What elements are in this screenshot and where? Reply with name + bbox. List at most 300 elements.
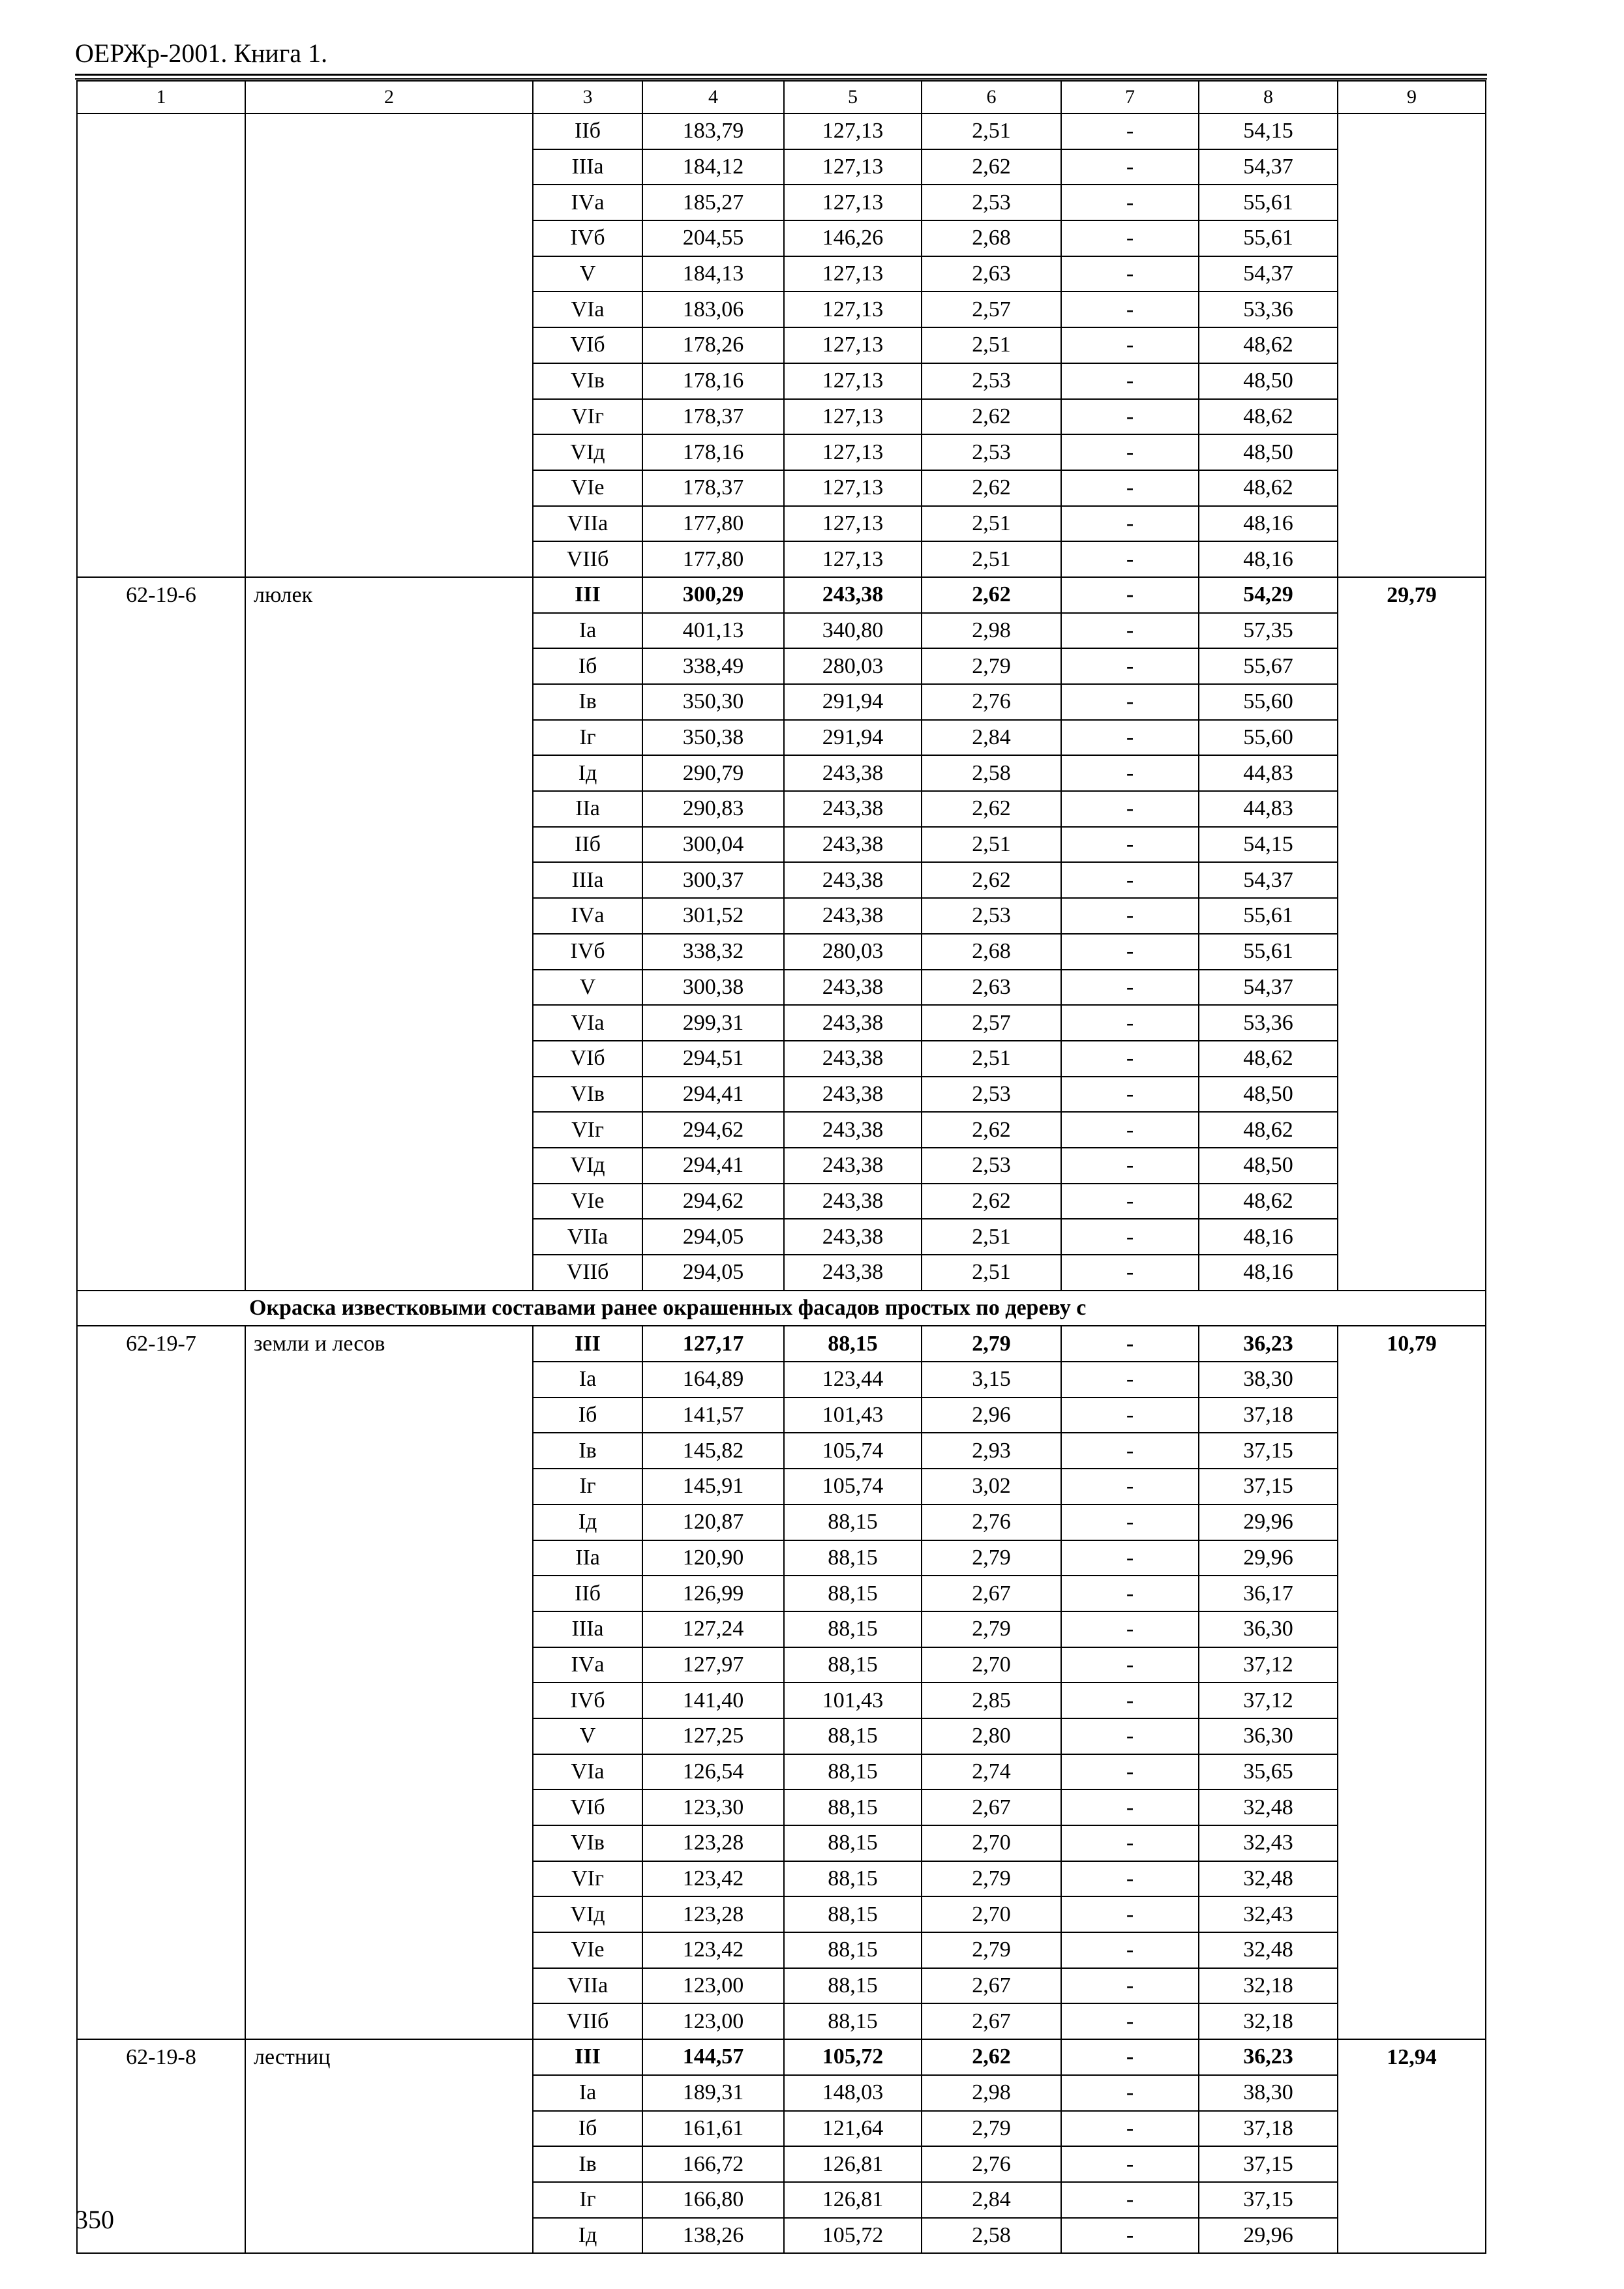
- table-row: [77, 2218, 1486, 2254]
- rate-code-cell: [77, 149, 245, 185]
- machine-costs-cell: 2,53: [922, 898, 1061, 934]
- materials-cost-cell: 48,62: [1199, 327, 1338, 363]
- direct-costs-cell: 294,41: [642, 1077, 784, 1113]
- machine-costs-cell: 2,76: [922, 2146, 1061, 2182]
- direct-costs-cell: 294,51: [642, 1041, 784, 1077]
- materials-cost-cell: 55,60: [1199, 720, 1338, 756]
- materials-cost-cell: 36,23: [1199, 2039, 1338, 2075]
- rate-code-cell: [77, 2146, 245, 2182]
- machine-costs-cell: 2,79: [922, 1861, 1061, 1897]
- table-row: [77, 1469, 1486, 1504]
- region-zone-cell: III: [533, 2039, 642, 2075]
- labor-hours-cell: [1338, 1647, 1486, 1683]
- labor-wages-cell: 127,13: [784, 113, 922, 149]
- machine-costs-cell: 2,79: [922, 1932, 1061, 1968]
- machinist-wages-cell: -: [1061, 1184, 1199, 1219]
- direct-costs-cell: 299,31: [642, 1005, 784, 1041]
- machine-costs-cell: 2,79: [922, 648, 1061, 684]
- machinist-wages-cell: -: [1061, 2075, 1199, 2111]
- materials-cost-cell: 37,12: [1199, 1647, 1338, 1683]
- region-zone-cell: IVа: [533, 1647, 642, 1683]
- labor-wages-cell: 243,38: [784, 898, 922, 934]
- region-zone-cell: VIг: [533, 1861, 642, 1897]
- rate-code-cell: [77, 1861, 245, 1897]
- rate-code-cell: [77, 1789, 245, 1825]
- materials-cost-cell: 54,15: [1199, 827, 1338, 863]
- table-row: [77, 399, 1486, 435]
- section-heading-text: Окраска известковыми составами ранее окрашенных фасадов простых по дереву с: [249, 1296, 1087, 1321]
- rate-code-cell: [77, 898, 245, 934]
- labor-wages-cell: 88,15: [784, 1789, 922, 1825]
- labor-wages-cell: 127,13: [784, 506, 922, 542]
- rate-code-cell: [77, 1611, 245, 1647]
- labor-wages-cell: 243,38: [784, 1041, 922, 1077]
- materials-cost-cell: 38,30: [1199, 1362, 1338, 1398]
- labor-hours-cell: [1338, 2111, 1486, 2147]
- rate-code-cell: [77, 541, 245, 577]
- machine-costs-cell: 2,67: [922, 2003, 1061, 2039]
- labor-hours-cell: [1338, 791, 1486, 827]
- rate-code-cell: [77, 1469, 245, 1504]
- table-row: [77, 827, 1486, 863]
- region-zone-cell: IVа: [533, 898, 642, 934]
- materials-cost-cell: 32,48: [1199, 1789, 1338, 1825]
- work-name-cell: лестниц: [245, 2039, 533, 2075]
- region-zone-cell: IIIа: [533, 862, 642, 898]
- column-number: 7: [1061, 81, 1199, 113]
- machine-costs-cell: 2,53: [922, 1148, 1061, 1184]
- rate-code-cell: [77, 1504, 245, 1540]
- work-name-cell: [245, 1968, 533, 2004]
- work-name-cell: [245, 1861, 533, 1897]
- work-name-cell: [245, 1469, 533, 1504]
- machinist-wages-cell: -: [1061, 2218, 1199, 2254]
- direct-costs-cell: 300,37: [642, 862, 784, 898]
- rate-code-cell: [77, 1005, 245, 1041]
- materials-cost-cell: 37,15: [1199, 2182, 1338, 2218]
- labor-hours-cell: [1338, 2146, 1486, 2182]
- rate-code-cell: [77, 1184, 245, 1219]
- materials-cost-cell: 32,48: [1199, 1932, 1338, 1968]
- table-row: [77, 2003, 1486, 2039]
- machinist-wages-cell: -: [1061, 684, 1199, 720]
- machinist-wages-cell: -: [1061, 1718, 1199, 1754]
- rate-group-row: [77, 1326, 1486, 1362]
- machine-costs-cell: 2,62: [922, 149, 1061, 185]
- labor-hours-cell: [1338, 1540, 1486, 1576]
- rate-code-cell: [77, 934, 245, 970]
- labor-hours-cell: [1338, 934, 1486, 970]
- labor-wages-cell: 243,38: [784, 1005, 922, 1041]
- work-name-cell: [245, 1255, 533, 1291]
- machinist-wages-cell: -: [1061, 1469, 1199, 1504]
- direct-costs-cell: 123,42: [642, 1932, 784, 1968]
- machinist-wages-cell: -: [1061, 613, 1199, 649]
- direct-costs-cell: 294,62: [642, 1112, 784, 1148]
- machinist-wages-cell: -: [1061, 149, 1199, 185]
- rate-code-cell: [77, 220, 245, 256]
- machinist-wages-cell: -: [1061, 434, 1199, 470]
- table-row: [77, 1398, 1486, 1433]
- region-zone-cell: VIIб: [533, 2003, 642, 2039]
- labor-hours-cell: [1338, 363, 1486, 399]
- table-row: [77, 1540, 1486, 1576]
- machinist-wages-cell: -: [1061, 1576, 1199, 1611]
- machine-costs-cell: 2,68: [922, 934, 1061, 970]
- rate-code-cell: [77, 1433, 245, 1469]
- machinist-wages-cell: -: [1061, 577, 1199, 613]
- labor-hours-cell: [1338, 399, 1486, 435]
- machine-costs-cell: 2,79: [922, 1611, 1061, 1647]
- labor-wages-cell: 243,38: [784, 827, 922, 863]
- region-zone-cell: VIб: [533, 1789, 642, 1825]
- work-name-cell: [245, 327, 533, 363]
- labor-hours-cell: [1338, 541, 1486, 577]
- labor-wages-cell: 101,43: [784, 1398, 922, 1433]
- table-row: [77, 2146, 1486, 2182]
- table-row: [77, 1576, 1486, 1611]
- machinist-wages-cell: -: [1061, 1255, 1199, 1291]
- column-number: 1: [77, 81, 245, 113]
- machinist-wages-cell: -: [1061, 113, 1199, 149]
- work-name-cell: [245, 185, 533, 220]
- labor-wages-cell: 88,15: [784, 1968, 922, 2004]
- materials-cost-cell: 32,18: [1199, 1968, 1338, 2004]
- materials-cost-cell: 48,62: [1199, 1041, 1338, 1077]
- work-name-cell: [245, 470, 533, 506]
- labor-wages-cell: 88,15: [784, 1647, 922, 1683]
- region-zone-cell: VIIб: [533, 541, 642, 577]
- labor-wages-cell: 88,15: [784, 1754, 922, 1790]
- machinist-wages-cell: -: [1061, 470, 1199, 506]
- labor-hours-cell: [1338, 1148, 1486, 1184]
- labor-hours-cell: [1338, 2218, 1486, 2254]
- direct-costs-cell: 177,80: [642, 506, 784, 542]
- materials-cost-cell: 37,15: [1199, 1433, 1338, 1469]
- machine-costs-cell: 2,51: [922, 1219, 1061, 1255]
- region-zone-cell: VIв: [533, 1077, 642, 1113]
- work-name-cell: [245, 684, 533, 720]
- work-name-cell: [245, 1540, 533, 1576]
- direct-costs-cell: 161,61: [642, 2111, 784, 2147]
- machinist-wages-cell: -: [1061, 1362, 1199, 1398]
- region-zone-cell: VIд: [533, 1148, 642, 1184]
- direct-costs-cell: 338,32: [642, 934, 784, 970]
- machinist-wages-cell: -: [1061, 1041, 1199, 1077]
- region-zone-cell: VIб: [533, 1041, 642, 1077]
- materials-cost-cell: 53,36: [1199, 292, 1338, 327]
- machine-costs-cell: 2,84: [922, 2182, 1061, 2218]
- machinist-wages-cell: -: [1061, 648, 1199, 684]
- machine-costs-cell: 2,58: [922, 2218, 1061, 2254]
- work-name-cell: [245, 755, 533, 791]
- work-name-cell: [245, 934, 533, 970]
- machinist-wages-cell: -: [1061, 2039, 1199, 2075]
- work-name-cell: [245, 1504, 533, 1540]
- machinist-wages-cell: -: [1061, 506, 1199, 542]
- machine-costs-cell: 2,51: [922, 827, 1061, 863]
- machinist-wages-cell: -: [1061, 1540, 1199, 1576]
- labor-hours-cell: [1338, 1789, 1486, 1825]
- rate-code-cell: [77, 1932, 245, 1968]
- labor-hours-cell: [1338, 1077, 1486, 1113]
- table-row: [77, 1433, 1486, 1469]
- direct-costs-cell: 401,13: [642, 613, 784, 649]
- materials-cost-cell: 29,96: [1199, 2218, 1338, 2254]
- work-name-cell: [245, 1754, 533, 1790]
- table-row: [77, 434, 1486, 470]
- machinist-wages-cell: -: [1061, 256, 1199, 292]
- machine-costs-cell: 2,62: [922, 577, 1061, 613]
- materials-cost-cell: 37,18: [1199, 1398, 1338, 1433]
- rate-code-cell: [77, 1576, 245, 1611]
- machinist-wages-cell: -: [1061, 2111, 1199, 2147]
- machine-costs-cell: 2,70: [922, 1647, 1061, 1683]
- table-row: [77, 1611, 1486, 1647]
- machinist-wages-cell: -: [1061, 1896, 1199, 1932]
- region-zone-cell: IIб: [533, 1576, 642, 1611]
- materials-cost-cell: 32,43: [1199, 1825, 1338, 1861]
- region-zone-cell: VIд: [533, 434, 642, 470]
- materials-cost-cell: 48,50: [1199, 1148, 1338, 1184]
- labor-hours-cell: [1338, 1754, 1486, 1790]
- machine-costs-cell: 2,53: [922, 185, 1061, 220]
- labor-hours-cell: [1338, 720, 1486, 756]
- rates-table-container: [76, 80, 1485, 2254]
- machine-costs-cell: 2,84: [922, 720, 1061, 756]
- work-name-cell: [245, 827, 533, 863]
- direct-costs-cell: 290,79: [642, 755, 784, 791]
- machine-costs-cell: 2,85: [922, 1683, 1061, 1718]
- work-name-cell: земли и лесов: [245, 1326, 533, 1362]
- machine-costs-cell: 2,51: [922, 327, 1061, 363]
- rate-code-cell: [77, 827, 245, 863]
- machinist-wages-cell: -: [1061, 1148, 1199, 1184]
- region-zone-cell: VIв: [533, 363, 642, 399]
- rate-code-cell: [77, 506, 245, 542]
- column-number: 6: [922, 81, 1061, 113]
- materials-cost-cell: 48,62: [1199, 470, 1338, 506]
- work-name-cell: [245, 541, 533, 577]
- labor-wages-cell: 121,64: [784, 2111, 922, 2147]
- labor-wages-cell: 88,15: [784, 2003, 922, 2039]
- labor-hours-cell: [1338, 1112, 1486, 1148]
- machine-costs-cell: 2,74: [922, 1754, 1061, 1790]
- materials-cost-cell: 48,16: [1199, 541, 1338, 577]
- labor-hours-cell: [1338, 1362, 1486, 1398]
- labor-hours-cell: [1338, 256, 1486, 292]
- region-zone-cell: VIIа: [533, 506, 642, 542]
- table-row: [77, 113, 1486, 149]
- machinist-wages-cell: -: [1061, 755, 1199, 791]
- direct-costs-cell: 183,06: [642, 292, 784, 327]
- labor-hours-cell: [1338, 648, 1486, 684]
- labor-wages-cell: 127,13: [784, 541, 922, 577]
- labor-hours-cell: [1338, 684, 1486, 720]
- column-number: 3: [533, 81, 642, 113]
- region-zone-cell: VIб: [533, 327, 642, 363]
- labor-wages-cell: 243,38: [784, 1184, 922, 1219]
- table-row: [77, 363, 1486, 399]
- table-row: [77, 1896, 1486, 1932]
- labor-hours-cell: [1338, 2182, 1486, 2218]
- direct-costs-cell: 178,37: [642, 399, 784, 435]
- labor-hours-cell: [1338, 1932, 1486, 1968]
- region-zone-cell: VIд: [533, 1896, 642, 1932]
- table-row: [77, 292, 1486, 327]
- region-zone-cell: III: [533, 577, 642, 613]
- region-zone-cell: VIг: [533, 399, 642, 435]
- labor-hours-cell: [1338, 1576, 1486, 1611]
- work-name-cell: [245, 1896, 533, 1932]
- labor-wages-cell: 88,15: [784, 1861, 922, 1897]
- materials-cost-cell: 48,62: [1199, 399, 1338, 435]
- region-zone-cell: Iв: [533, 684, 642, 720]
- table-row: [77, 1754, 1486, 1790]
- labor-wages-cell: 105,72: [784, 2039, 922, 2075]
- machinist-wages-cell: -: [1061, 1112, 1199, 1148]
- table-row: [77, 2075, 1486, 2111]
- work-name-cell: [245, 399, 533, 435]
- direct-costs-cell: 120,87: [642, 1504, 784, 1540]
- region-zone-cell: IIIа: [533, 149, 642, 185]
- direct-costs-cell: 166,72: [642, 2146, 784, 2182]
- labor-wages-cell: 88,15: [784, 1540, 922, 1576]
- labor-hours-cell: [1338, 506, 1486, 542]
- region-zone-cell: VIе: [533, 470, 642, 506]
- section-heading-row: [77, 1291, 1486, 1326]
- labor-hours-cell: [1338, 1683, 1486, 1718]
- direct-costs-cell: 178,37: [642, 470, 784, 506]
- machine-costs-cell: 2,57: [922, 1005, 1061, 1041]
- labor-hours-cell: [1338, 1968, 1486, 2004]
- rate-code-cell: 62-19-8: [77, 2039, 245, 2075]
- materials-cost-cell: 48,16: [1199, 1255, 1338, 1291]
- region-zone-cell: Iв: [533, 2146, 642, 2182]
- direct-costs-cell: 294,41: [642, 1148, 784, 1184]
- work-name-cell: [245, 791, 533, 827]
- direct-costs-cell: 185,27: [642, 185, 784, 220]
- labor-wages-cell: 148,03: [784, 2075, 922, 2111]
- labor-hours-cell: [1338, 827, 1486, 863]
- table-row: [77, 1184, 1486, 1219]
- labor-wages-cell: 88,15: [784, 1504, 922, 1540]
- machine-costs-cell: 2,98: [922, 2075, 1061, 2111]
- machinist-wages-cell: -: [1061, 934, 1199, 970]
- region-zone-cell: VIа: [533, 1005, 642, 1041]
- machinist-wages-cell: -: [1061, 1005, 1199, 1041]
- labor-hours-cell: [1338, 470, 1486, 506]
- region-zone-cell: IIб: [533, 827, 642, 863]
- region-zone-cell: IIб: [533, 113, 642, 149]
- column-number: 9: [1338, 81, 1486, 113]
- table-row: [77, 1255, 1486, 1291]
- machine-costs-cell: 2,51: [922, 506, 1061, 542]
- work-name-cell: люлек: [245, 577, 533, 613]
- work-name-cell: [245, 1112, 533, 1148]
- direct-costs-cell: 123,30: [642, 1789, 784, 1825]
- labor-hours-cell: [1338, 149, 1486, 185]
- labor-wages-cell: 126,81: [784, 2182, 922, 2218]
- rate-code-cell: [77, 2003, 245, 2039]
- machine-costs-cell: 2,70: [922, 1896, 1061, 1932]
- machine-costs-cell: 2,76: [922, 1504, 1061, 1540]
- labor-wages-cell: 88,15: [784, 1932, 922, 1968]
- direct-costs-cell: 177,80: [642, 541, 784, 577]
- region-zone-cell: V: [533, 256, 642, 292]
- machine-costs-cell: 2,53: [922, 363, 1061, 399]
- labor-hours-cell: [1338, 862, 1486, 898]
- rate-code-cell: [77, 1041, 245, 1077]
- materials-cost-cell: 48,50: [1199, 1077, 1338, 1113]
- work-name-cell: [245, 613, 533, 649]
- region-zone-cell: VIIб: [533, 1255, 642, 1291]
- work-name-cell: [245, 113, 533, 149]
- work-name-cell: [245, 2003, 533, 2039]
- machinist-wages-cell: -: [1061, 399, 1199, 435]
- labor-wages-cell: 88,15: [784, 1896, 922, 1932]
- region-zone-cell: VIг: [533, 1112, 642, 1148]
- table-row: [77, 541, 1486, 577]
- machine-costs-cell: 3,15: [922, 1362, 1061, 1398]
- rate-code-cell: [77, 1968, 245, 2004]
- machine-costs-cell: 2,79: [922, 2111, 1061, 2147]
- region-zone-cell: IIа: [533, 791, 642, 827]
- materials-cost-cell: 55,61: [1199, 185, 1338, 220]
- materials-cost-cell: 32,43: [1199, 1896, 1338, 1932]
- region-zone-cell: Iд: [533, 755, 642, 791]
- rate-code-cell: [77, 791, 245, 827]
- machinist-wages-cell: -: [1061, 541, 1199, 577]
- materials-cost-cell: 29,96: [1199, 1504, 1338, 1540]
- rate-code-cell: [77, 363, 245, 399]
- table-row: [77, 2111, 1486, 2147]
- direct-costs-cell: 145,91: [642, 1469, 784, 1504]
- direct-costs-cell: 184,13: [642, 256, 784, 292]
- labor-hours-cell: [1338, 185, 1486, 220]
- column-number: 5: [784, 81, 922, 113]
- table-row: [77, 220, 1486, 256]
- rate-code-cell: [77, 1398, 245, 1433]
- region-zone-cell: VIе: [533, 1932, 642, 1968]
- work-name-cell: [245, 1683, 533, 1718]
- labor-wages-cell: 88,15: [784, 1576, 922, 1611]
- table-row: [77, 1504, 1486, 1540]
- direct-costs-cell: 127,97: [642, 1647, 784, 1683]
- rate-code-cell: [77, 1362, 245, 1398]
- machine-costs-cell: 2,76: [922, 684, 1061, 720]
- labor-hours-cell: [1338, 1825, 1486, 1861]
- materials-cost-cell: 55,61: [1199, 898, 1338, 934]
- rate-code-cell: [77, 1825, 245, 1861]
- section-heading-cell: [77, 1291, 1486, 1326]
- region-zone-cell: Iа: [533, 2075, 642, 2111]
- labor-wages-cell: 280,03: [784, 934, 922, 970]
- direct-costs-cell: 301,52: [642, 898, 784, 934]
- rate-code-cell: [77, 1718, 245, 1754]
- labor-wages-cell: 243,38: [784, 970, 922, 1006]
- work-name-cell: [245, 862, 533, 898]
- table-row: [77, 1718, 1486, 1754]
- work-name-cell: [245, 1362, 533, 1398]
- machinist-wages-cell: -: [1061, 1789, 1199, 1825]
- machine-costs-cell: 2,51: [922, 541, 1061, 577]
- direct-costs-cell: 350,38: [642, 720, 784, 756]
- direct-costs-cell: 300,04: [642, 827, 784, 863]
- labor-hours-cell: [1338, 755, 1486, 791]
- materials-cost-cell: 32,48: [1199, 1861, 1338, 1897]
- rate-code-cell: [77, 684, 245, 720]
